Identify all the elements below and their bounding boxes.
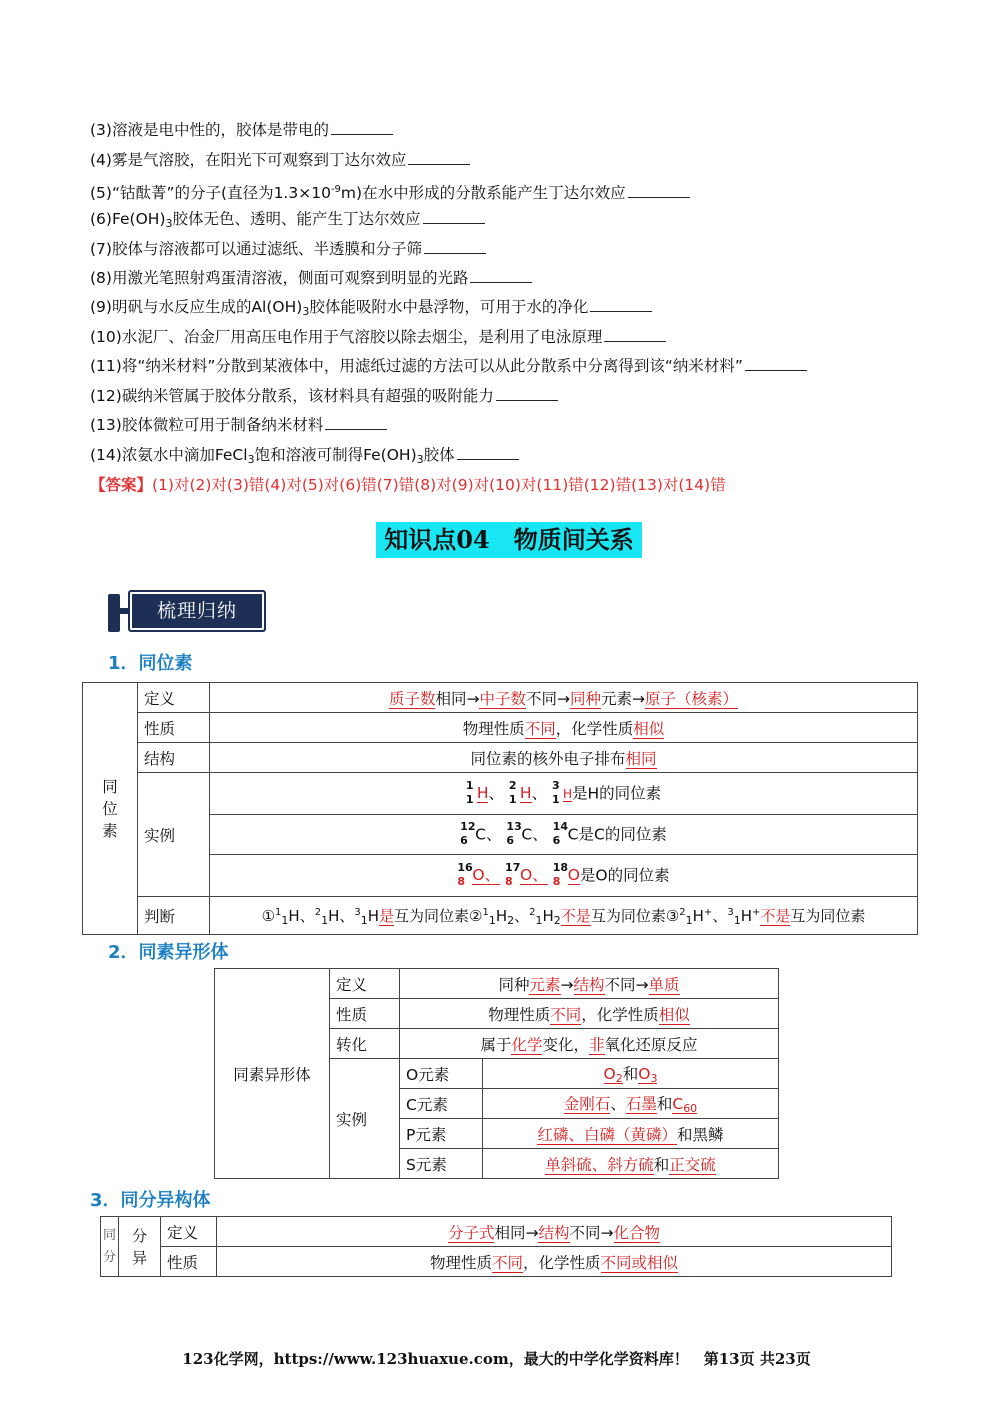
isomer-row-header-b: 分 异 [119, 1217, 161, 1277]
question-item [90, 386, 558, 406]
isomer-table [100, 1216, 892, 1277]
allotrope-transform: 属于化学变化，非氧化还原反应 [400, 1029, 779, 1059]
section-title-isotope: 1．同位素 [108, 653, 193, 674]
allotrope-example-s: 单斜硫、斜方硫和正交硫 [483, 1149, 779, 1179]
question-item [90, 268, 532, 288]
isotope-label-property: 性质 [138, 713, 210, 743]
question-text: (9)明矾与水反应生成的$Al(OH)_3$胶体能吸附水中悬浮物，可用于水的净化 [90, 298, 589, 318]
allotrope-example-element-s: S元素 [400, 1149, 483, 1179]
isotope-label-definition: 定义 [138, 683, 210, 713]
question-item [90, 327, 666, 347]
question-text: (12)碳纳米管属于胶体分散系，该材料具有超强的吸附能力 [90, 387, 494, 405]
page-footer: 123化学网，https://www.123huaxue.com，最大的中学化学资料库！ 第13页 共23页 [182, 1350, 811, 1368]
allotrope-label-transform: 转化 [330, 1029, 400, 1059]
question-item [90, 415, 387, 435]
question-item [90, 356, 807, 376]
isotope-property: 物理性质不同，化学性质相似 [210, 713, 918, 743]
allotrope-label-example: 实例 [330, 1059, 400, 1179]
answer-blank[interactable] [470, 268, 532, 283]
isotope-example-h: 1 1 H、 2 1 H、 3 1 H是H的同位素 [210, 773, 918, 815]
answer-blank[interactable] [590, 297, 652, 312]
question-text: (8)用激光笔照射鸡蛋清溶液，侧面可观察到明显的光路 [90, 269, 469, 287]
question-item [90, 297, 652, 322]
answer-blank[interactable] [423, 209, 485, 224]
isotope-label-example: 实例 [138, 773, 210, 897]
isotope-definition: 质子数相同→中子数不同→同种元素→原子（核素） [210, 683, 918, 713]
answer-text: (1)对(2)对(3)错(4)对(5)对(6)错(7)错(8)对(9)对(10)对(11)错(12)错(13)对(14)错 [152, 476, 726, 494]
isomer-property: 物理性质不同，化学性质不同或相似 [217, 1247, 892, 1277]
isotope-structure: 同位素的核外电子排布相同 [210, 743, 918, 773]
isotope-row-header: 同 位 素 [83, 683, 138, 935]
question-item [90, 445, 519, 470]
allotrope-example-element-c: C元素 [400, 1089, 483, 1119]
question-text: (5)“钴酞菁”的分子(直径为$1.3\times 10^{-9}m$)在水中形成的分散系能产生丁达尔效应 [90, 184, 626, 202]
question-text: (10)水泥厂、冶金厂用高压电作用于气溶胶以除去烟尘，是利用了电泳原理 [90, 328, 603, 346]
allotrope-row-header: 同素异形体 [215, 969, 330, 1179]
section-title-allotrope: 2．同素异形体 [108, 942, 229, 963]
question-text: (11)将“纳米材料”分散到某液体中，用滤纸过滤的方法可以从此分散系中分离得到该“纳米材料” [90, 357, 743, 375]
banner-label: 梳理归纳 [128, 590, 266, 632]
summary-banner [108, 590, 266, 634]
answer-tag: 【答案】 [90, 476, 153, 494]
isotope-table [82, 682, 918, 935]
allotrope-label-property: 性质 [330, 999, 400, 1029]
answer-blank[interactable] [628, 183, 690, 198]
answer-blank[interactable] [457, 445, 519, 460]
section-title-isomer: 3．同分异构体 [90, 1190, 211, 1211]
isotope-example-o: 16 8 O、 17 8 O、 18 8 O是O的同位素 [210, 855, 918, 897]
isotope-judge: ①$^1_1$H、$^2_1$H、$^3_1$H是互为同位素$②^1_1H_2$、$^2_1H_2$不是互为同位素③$^2_1$H+、$^3_1$H+不是互为同位素 [210, 897, 918, 935]
allotrope-property: 物理性质不同，化学性质相似 [400, 999, 779, 1029]
question-item [90, 209, 485, 234]
isomer-row-header-a: 同 分 [101, 1217, 119, 1277]
question-item [90, 239, 486, 259]
question-text: (14)浓氨水中滴加FeCl$_3$饱和溶液可制得$Fe(OH)_3$胶体 [90, 446, 455, 466]
allotrope-label-definition: 定义 [330, 969, 400, 999]
allotrope-example-p: 红磷、白磷（黄磷）和黑鳞 [483, 1119, 779, 1149]
answer-blank[interactable] [331, 120, 393, 135]
isotope-label-structure: 结构 [138, 743, 210, 773]
question-text: $(6)Fe(OH)_3$胶体无色、透明、能产生丁达尔效应 [90, 210, 421, 230]
isotope-example-c: 12 6 C、 13 6 C、 14 6 C是C的同位素 [210, 815, 918, 855]
answer-blank[interactable] [604, 327, 666, 342]
answer-blank[interactable] [325, 415, 387, 430]
isomer-definition: 分子式相同→结构不同→化合物 [217, 1217, 892, 1247]
isomer-label-property: 性质 [161, 1247, 217, 1277]
isomer-label-definition: 定义 [161, 1217, 217, 1247]
allotrope-definition: 同种元素→结构不同→单质 [400, 969, 779, 999]
question-item [90, 120, 393, 140]
allotrope-table [214, 968, 779, 1179]
question-item [90, 180, 690, 203]
isotope-label-judge: 判断 [138, 897, 210, 935]
allotrope-example-element-p: P元素 [400, 1119, 483, 1149]
question-text: (7)胶体与溶液都可以通过滤纸、半透膜和分子筛 [90, 240, 422, 258]
question-text: (13)胶体微粒可用于制备纳米材料 [90, 416, 324, 434]
answer-blank[interactable] [496, 386, 558, 401]
allotrope-example-element-o: O元素 [400, 1059, 483, 1089]
question-text: (4)雾是气溶胶，在阳光下可观察到丁达尔效应 [90, 151, 407, 169]
allotrope-example-c: 金刚石、石墨和$C_{60}$ [483, 1089, 779, 1119]
answer-line [90, 473, 726, 495]
question-text: (3)溶液是电中性的，胶体是带电的 [90, 121, 329, 139]
allotrope-example-o: $O_2$和$O_3$ [483, 1059, 779, 1089]
answer-blank[interactable] [424, 239, 486, 254]
answer-blank[interactable] [745, 356, 807, 371]
answer-blank[interactable] [408, 150, 470, 165]
knowledge-point-title: 知识点04 物质间关系 [376, 522, 642, 558]
question-item [90, 150, 470, 170]
